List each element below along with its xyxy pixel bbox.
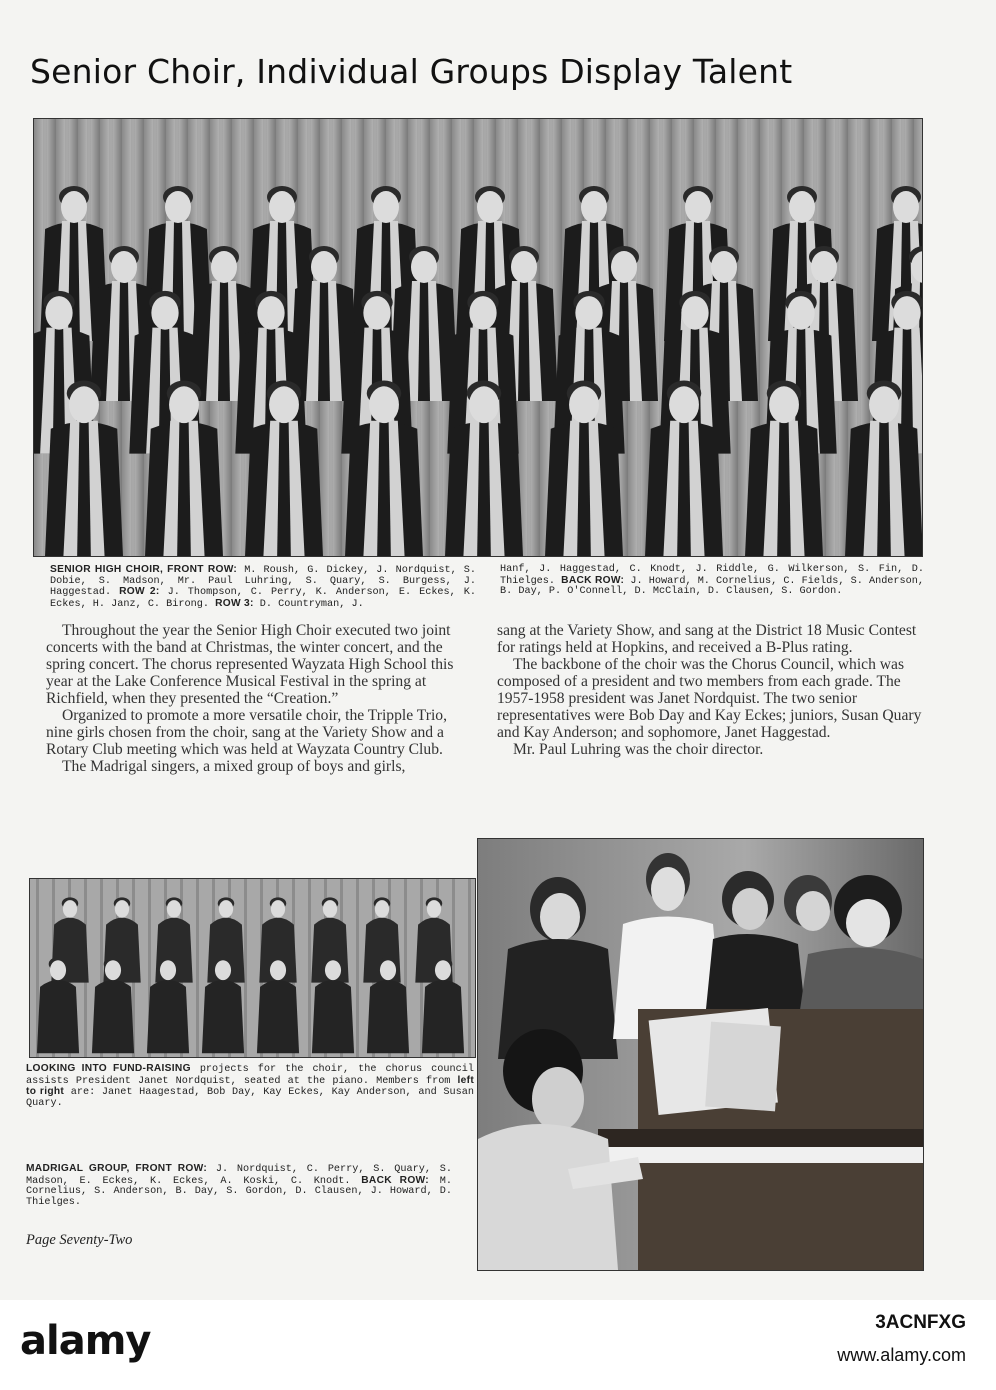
chorus-council-piano-photo bbox=[477, 838, 924, 1271]
caption-label: SENIOR HIGH CHOIR, FRONT ROW: bbox=[50, 564, 238, 575]
senior-choir-caption-right bbox=[500, 565, 924, 598]
image-code: 3ACNFXG bbox=[875, 1312, 966, 1333]
caption-label: MADRIGAL GROUP, FRONT ROW: bbox=[26, 1163, 208, 1174]
caption-text: Hanf, J. Haggestad, C. Knodt, J. Riddle, G. Wilkerson, S. Fin, D. Thielges. bbox=[500, 564, 924, 587]
caption-text: M. Roush, G. Dickey, J. Nordquist, S. Dobie, S. Madson, Mr. Paul Luhring, S. Quary, S. Burgess, J. Haggestad. bbox=[50, 565, 476, 599]
article-paragraph: The backbone of the choir was the Chorus Council, which was composed of a president and two members from each grade. The 1957-1958 president was Janet Nordquist. The two senior representatives were Bob Day and Kay Eckes; juniors, Susan Quary and Kay Anderson; and sophomore, Janet Haggestad. bbox=[497, 656, 922, 741]
caption-text: projects for the choir, the chorus council assists President Janet Nordquist, seated at the piano. Members from bbox=[26, 1064, 474, 1087]
senior-choir-photo bbox=[33, 118, 923, 557]
page-title: Senior Choir, Individual Groups Display Talent bbox=[30, 52, 793, 91]
article-right-column bbox=[497, 622, 925, 758]
article-paragraph: The Madrigal singers, a mixed group of boys and girls, bbox=[62, 758, 406, 775]
article-paragraph: Throughout the year the Senior High Choir executed two joint concerts with the band at Christmas, the winter concert, and the spring concert. The chorus represented Wayzata High School this year at the Lake Conference Musical Festival in the spring at Richfield, when they presented the “Creation.” bbox=[46, 622, 454, 707]
fund-raising-caption bbox=[26, 1064, 474, 1109]
caption-label: ROW 2: bbox=[119, 586, 160, 598]
article-paragraph: sang at the Variety Show, and sang at the District 18 Music Contest for ratings held at Hopkins, and received a B-Plus rating. bbox=[497, 622, 917, 656]
caption-text: D. Countryman, J. bbox=[259, 598, 364, 610]
caption-text: are: Janet Haagestad, Bob Day, Kay Eckes, Kay Anderson, and Susan Quary. bbox=[26, 1087, 474, 1109]
caption-label: left to right bbox=[26, 1074, 475, 1098]
article-paragraph: Mr. Paul Luhring was the choir director. bbox=[513, 741, 764, 758]
choir-figures bbox=[34, 186, 922, 556]
caption-label: BACK ROW: bbox=[361, 1174, 429, 1186]
page-number: Page Seventy-Two bbox=[26, 1232, 133, 1248]
caption-text: J. Nordquist, C. Perry, S. Quary, S. Madson, E. Eckes, K. Eckes, A. Koski, C. Knodt. bbox=[26, 1164, 452, 1187]
caption-text: J. Thompson, C. Perry, K. Anderson, E. Eckes, K. Eckes, H. Janz, C. Birong. bbox=[50, 587, 476, 610]
alamy-logo: alamy bbox=[20, 1318, 151, 1364]
caption-label: BACK ROW: bbox=[561, 574, 625, 586]
madrigal-group-photo bbox=[29, 878, 476, 1058]
senior-choir-caption-left bbox=[50, 565, 476, 610]
caption-label: LOOKING INTO FUND-RAISING bbox=[26, 1063, 191, 1074]
article-left-column bbox=[46, 622, 458, 775]
article-paragraph: Organized to promote a more versatile choir, the Tripple Trio, nine girls chosen from the choir, sang at the Variety Show and a Rotary Club meeting which was held at Wayzata Country Club. bbox=[46, 707, 447, 758]
madrigal-caption bbox=[26, 1164, 452, 1208]
caption-text: M. Cornelius, S. Anderson, B. Day, S. Gordon, D. Clausen, J. Howard, D. Thielges. bbox=[26, 1175, 452, 1208]
site-url: www.alamy.com bbox=[837, 1345, 966, 1365]
caption-text: J. Howard, M. Cornelius, C. Fields, S. Anderson, B. Day, P. O'Connell, D. McClain, D. Clausen, S. Gordon. bbox=[500, 575, 924, 598]
caption-label: ROW 3: bbox=[215, 597, 254, 609]
